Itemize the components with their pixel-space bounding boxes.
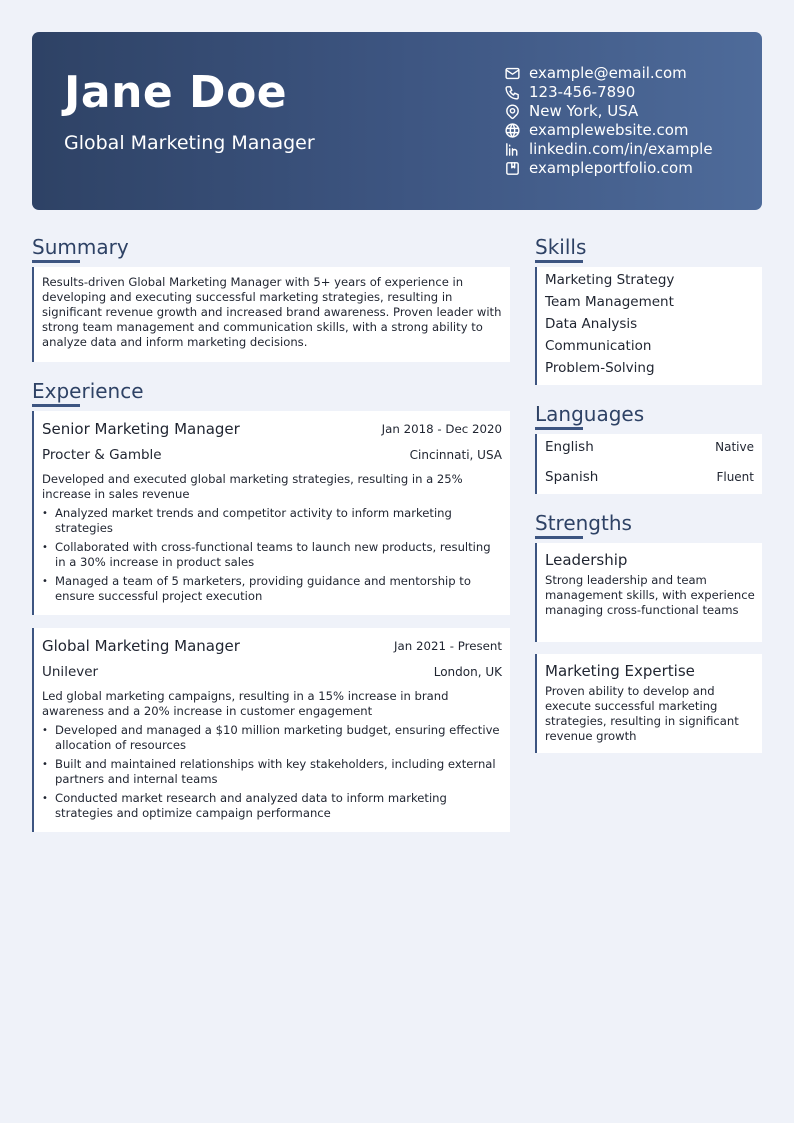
language-level: Native — [715, 440, 754, 454]
job-description: Developed and executed global marketing strategies, resulting in a 25% increase in sales revenue — [42, 472, 463, 501]
job-company: Unilever — [42, 664, 99, 680]
job-location: London, UK — [433, 665, 502, 679]
languages-card — [535, 434, 762, 494]
contact-location — [504, 102, 754, 121]
strength-card-2 — [535, 654, 762, 753]
summary-heading: Summary — [32, 235, 129, 259]
list-item: • Developed and managed a $10 million marketing budget, ensuring effective allocation of resources — [42, 723, 504, 753]
skills-underline — [535, 260, 583, 263]
strengths-underline — [535, 536, 583, 539]
experience-job-2 — [32, 628, 510, 832]
strength-description: Strong leadership and team management skills, with experience managing cross-functional teams — [545, 573, 755, 617]
skills-card — [535, 267, 762, 385]
list-item: • Managed a team of 5 marketers, providing guidance and mentorship to ensure successful project execution — [42, 574, 504, 604]
skill-item: Communication — [545, 338, 652, 354]
skill-item: Data Analysis — [545, 316, 638, 332]
list-item: • Conducted market research and analyzed data to inform marketing strategies and optimize campaign performance — [42, 791, 504, 821]
summary-card — [32, 267, 510, 362]
contact-linkedin[interactable] — [504, 140, 754, 159]
experience-heading: Experience — [32, 379, 144, 403]
skills-heading: Skills — [535, 235, 587, 259]
strength-description: Proven ability to develop and execute successful marketing strategies, resulting in significant revenue growth — [545, 684, 739, 743]
job-dates: Jan 2021 - Present — [394, 639, 502, 653]
strength-title: Leadership — [545, 551, 628, 569]
job-title: Global Marketing Manager — [42, 637, 240, 655]
strength-title: Marketing Expertise — [545, 662, 695, 680]
mail-icon — [504, 65, 521, 82]
contact-website[interactable] — [504, 121, 754, 140]
portfolio-icon — [504, 160, 521, 177]
job-company: Procter & Gamble — [42, 447, 162, 463]
resume-header — [32, 32, 762, 210]
language-level: Fluent — [716, 470, 754, 484]
skill-item: Team Management — [545, 294, 674, 310]
linkedin-icon — [504, 141, 521, 158]
contact-email-text: example@email.com — [529, 64, 687, 82]
job-location: Cincinnati, USA — [409, 448, 502, 462]
contact-portfolio-text: exampleportfolio.com — [529, 159, 693, 177]
strengths-heading: Strengths — [535, 511, 632, 535]
experience-job-1 — [32, 411, 510, 615]
phone-icon — [504, 84, 521, 101]
job-description: Led global marketing campaigns, resulting in a 15% increase in brand awareness and a 20% increase in customer engagement — [42, 689, 449, 718]
job-dates: Jan 2018 - Dec 2020 — [381, 422, 502, 436]
contact-location-text: New York, USA — [529, 102, 639, 120]
contact-website-text: examplewebsite.com — [529, 121, 689, 139]
languages-heading: Languages — [535, 402, 645, 426]
candidate-name: Jane Doe — [64, 67, 288, 118]
languages-underline — [535, 427, 583, 430]
candidate-role: Global Marketing Manager — [64, 132, 315, 154]
skill-item: Marketing Strategy — [545, 272, 675, 288]
summary-text: Results-driven Global Marketing Manager with 5+ years of experience in developing and executing successful marketing strategies, resulting in significant revenue growth and increased brand awareness. Proven leader with strong team management and communication skills, with a strong ability to analyze data and inform marketing decisions. — [42, 275, 502, 349]
contact-portfolio[interactable] — [504, 159, 754, 178]
experience-underline — [32, 404, 80, 407]
contact-phone-text: 123-456-7890 — [529, 83, 636, 101]
language-name: English — [545, 439, 594, 455]
strength-card-1 — [535, 543, 762, 642]
job-bullets — [42, 506, 504, 608]
language-name: Spanish — [545, 469, 599, 485]
contact-phone[interactable] — [504, 83, 754, 102]
list-item: • Analyzed market trends and competitor activity to inform marketing strategies — [42, 506, 504, 536]
skill-item: Problem-Solving — [545, 360, 655, 376]
location-pin-icon — [504, 103, 521, 120]
list-item: • Collaborated with cross-functional teams to launch new products, resulting in a 30% increase in product sales — [42, 540, 504, 570]
contact-list — [504, 64, 754, 178]
globe-icon — [504, 122, 521, 139]
job-title: Senior Marketing Manager — [42, 420, 240, 438]
contact-email[interactable] — [504, 64, 754, 83]
list-item: • Built and maintained relationships with key stakeholders, including external partners and internal teams — [42, 757, 504, 787]
contact-linkedin-text: linkedin.com/in/example — [529, 140, 713, 158]
job-bullets — [42, 723, 504, 825]
summary-underline — [32, 260, 80, 263]
